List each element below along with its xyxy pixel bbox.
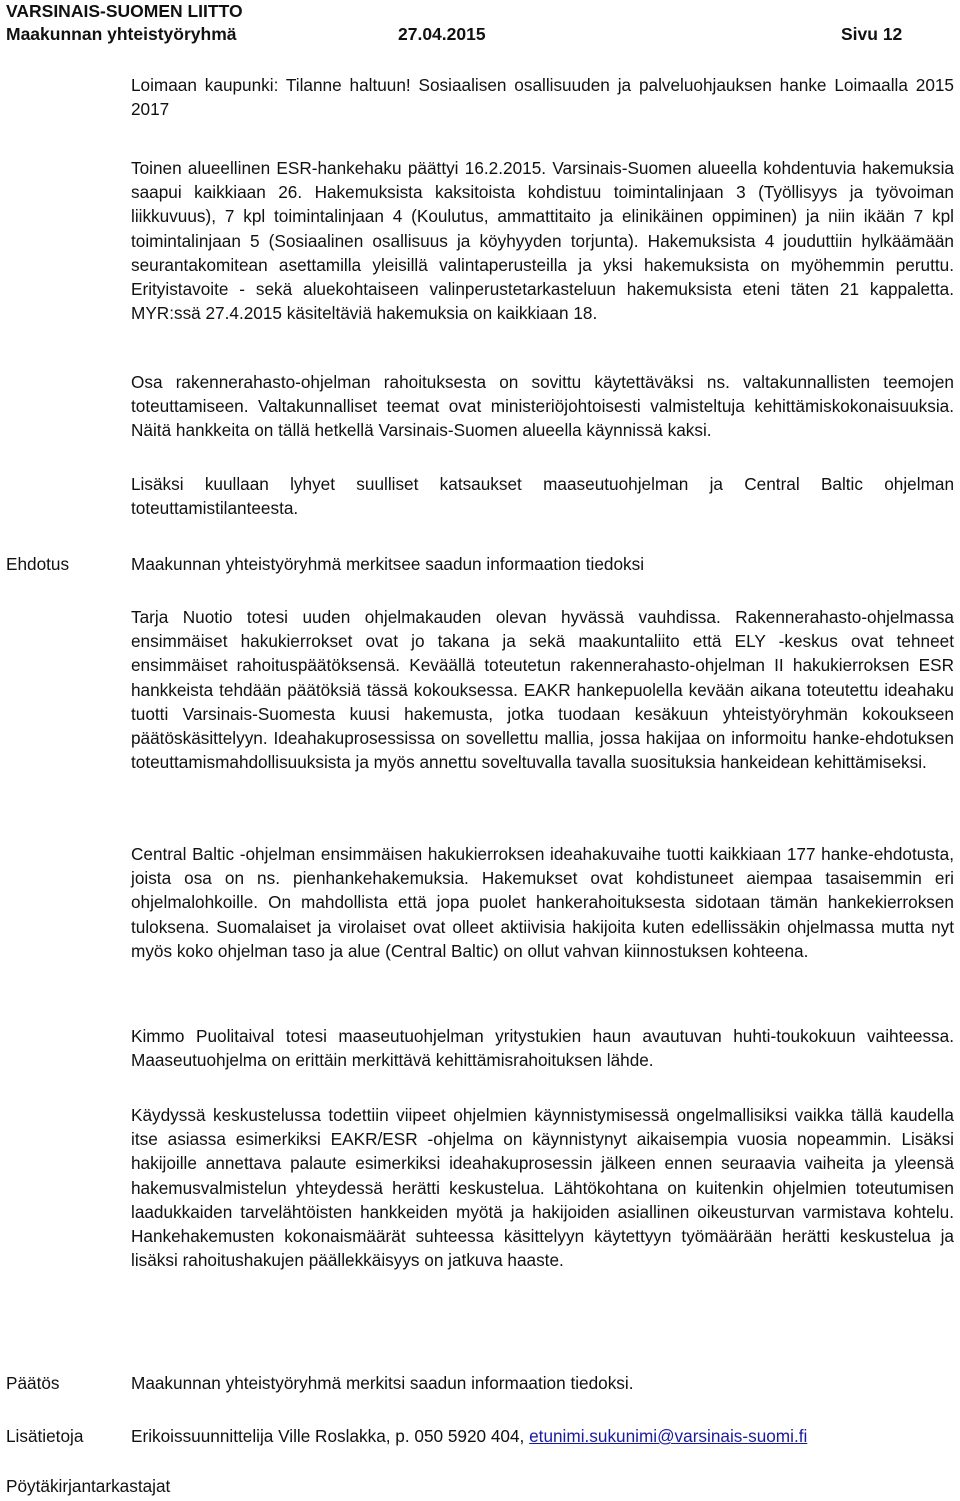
email-link[interactable]: etunimi.sukunimi@varsinais-suomi.fi xyxy=(529,1426,808,1446)
meeting-date: 27.04.2015 xyxy=(398,24,486,44)
discussion-paragraph-3: Kimmo Puolitaival totesi maaseutuohjelman yritystukien haun avautuvan huhti-toukokuun vaihteessa. Maaseutuohjelma on erittäin merkittävä kehittämisrahoituksen lähde. xyxy=(131,1026,954,1071)
contact-text: Erikoissuunnittelija Ville Roslakka, p. 050 5920 404, xyxy=(131,1426,530,1446)
poytakirjantarkastajat-label: Pöytäkirjantarkastajat xyxy=(6,1476,171,1496)
intro-paragraph-3: Osa rakennerahasto-ohjelman rahoituksesta on sovittu käytettäväksi ns. valtakunnallisten teemojen toteuttamiseen. Valtakunnalliset teemat ovat ministeriöjohtoisesti valmisteltuja kehittämiskokonaisuuksia. Näitä hankkeita on tällä hetkellä Varsinais-Suomen alueella käynnissä kaksi. xyxy=(131,372,954,441)
group-name: Maakunnan yhteistyöryhmä xyxy=(6,24,237,44)
intro-paragraph-1: Loimaan kaupunki: Tilanne haltuun! Sosiaalisen osallisuuden ja palveluohjauksen hanke Loimaalla 2015 2017 xyxy=(131,75,954,120)
organization-name: VARSINAIS-SUOMEN LIITTO xyxy=(6,1,243,21)
discussion-paragraph-4: Käydyssä keskustelussa todettiin viipeet ohjelmien käynnistymisessä ongelmallisiksi vaikka tällä kaudella itse asiassa esimerkiksi EAKR/ESR -ohjelma on käynnistynyt aikaisempia vuosia nopeammin. Lisäksi hakijoille annettava palaute esimerkiksi ideahakuprosessin jälkeen ennen seuraavia vaiheita ja yleensä hakemusvalmistelun yhteydessä herätti keskustelua. Lähtökohtana on kuitenkin ohjelmien toteutumisen laadukkaiden tarvelähtöisten hankkeiden myötä ja hakijoiden asiallinen oikeusturvan varmistava kohtelu. Hankehakemusten kokonaismäärät suhteessa käsittelyyn käytettyyn työmäärään herätti keskustelua ja lisäksi rahoitushakujen päällekkäisyys on jatkuva haaste. xyxy=(131,1105,954,1271)
paatos-text: Maakunnan yhteistyöryhmä merkitsi saadun informaation tiedoksi. xyxy=(131,1373,634,1393)
ehdotus-label: Ehdotus xyxy=(6,554,70,574)
intro-paragraph-4: Lisäksi kuullaan lyhyet suulliset katsaukset maaseutuohjelman ja Central Baltic ohjelman toteuttamistilanteesta. xyxy=(131,474,954,519)
lisatietoja-text xyxy=(131,1424,954,1448)
page-number: Sivu 12 xyxy=(841,24,903,44)
ehdotus-text: Maakunnan yhteistyöryhmä merkitsee saadun informaation tiedoksi xyxy=(131,554,645,574)
lisatietoja-label: Lisätietoja xyxy=(6,1426,84,1446)
discussion-paragraph-1: Tarja Nuotio totesi uuden ohjelmakauden olevan hyvässä vauhdissa. Rakennerahasto-ohjelmassa ensimmäiset hakukierrokset ovat jo takana ja sekä maakuntaliito että ELY -keskus ovat tehneet ensimmäiset rahoituspäätöksensä. Keväällä toteutetun rakennerahasto-ohjelman II hakukierroksen ESR hankkeista tehdään päätöksiä tässä kokouksessa. EAKR hankepuolella kevään aikana toteutettu ideahaku tuotti Varsinais-Suomesta kuusi hakemusta, jotka tuodaan kesäkuun yhteistyöryhmän kokoukseen päätöskäsittelyyn. Ideahakuprosessissa on sovellettu mallia, jossa hakijaa on informoitu hanke-ehdotuksen toteuttamismahdollisuuksista ja myös annettu soveltuvalla tavalla suosituksia hankeidean kehittämiseksi. xyxy=(131,607,954,773)
paatos-label: Päätös xyxy=(6,1373,60,1393)
discussion-paragraph-2: Central Baltic -ohjelman ensimmäisen hakukierroksen ideahakuvaihe tuotti kaikkiaan 177 hanke-ehdotusta, joista osa on ns. pienhankehakemuksia. Hakemukset ovat kohdistuneet aiempaa tasaisemmin eri ohjelmalohkoille. On mahdollista että jopa puolet hankerahoituksesta sidotaan tämän hankekierroksen tuloksena. Suomalaiset ja virolaiset ovat olleet aktiivisia hakijoita kuten edellissäkin ohjelmassa mutta nyt myös koko ohjelman taso ja alue (Central Baltic) on ollut vahvan kiinnostuksen kohteena. xyxy=(131,844,954,961)
intro-paragraph-2: Toinen alueellinen ESR-hankehaku päättyi 16.2.2015. Varsinais-Suomen alueella kohdentuvia hakemuksia saapui kaikkiaan 26. Hakemuksista kaksitoista kohdistuu toimintalinjaan 3 (Työllisyys ja työvoiman liikkuvuus), 7 kpl toimintalinjaan 4 (Koulutus, ammattitaito ja elinikäinen oppiminen) ja niin ikään 7 kpl toimintalinjaan 5 (Sosiaalinen osallisuus ja köyhyyden torjunta). Hakemuksista 4 jouduttiin hylkäämään seurantakomitean asettamilla yleisillä valintaperusteilla ja yksi hakemuksista on myöhemmin peruttu. Erityistavoite - sekä aluekohtaiseen valinperustetarkasteluun hakemuksista eteni täten 21 kappaletta. MYR:ssä 27.4.2015 käsiteltäviä hakemuksia on kaikkiaan 18. xyxy=(131,158,954,324)
